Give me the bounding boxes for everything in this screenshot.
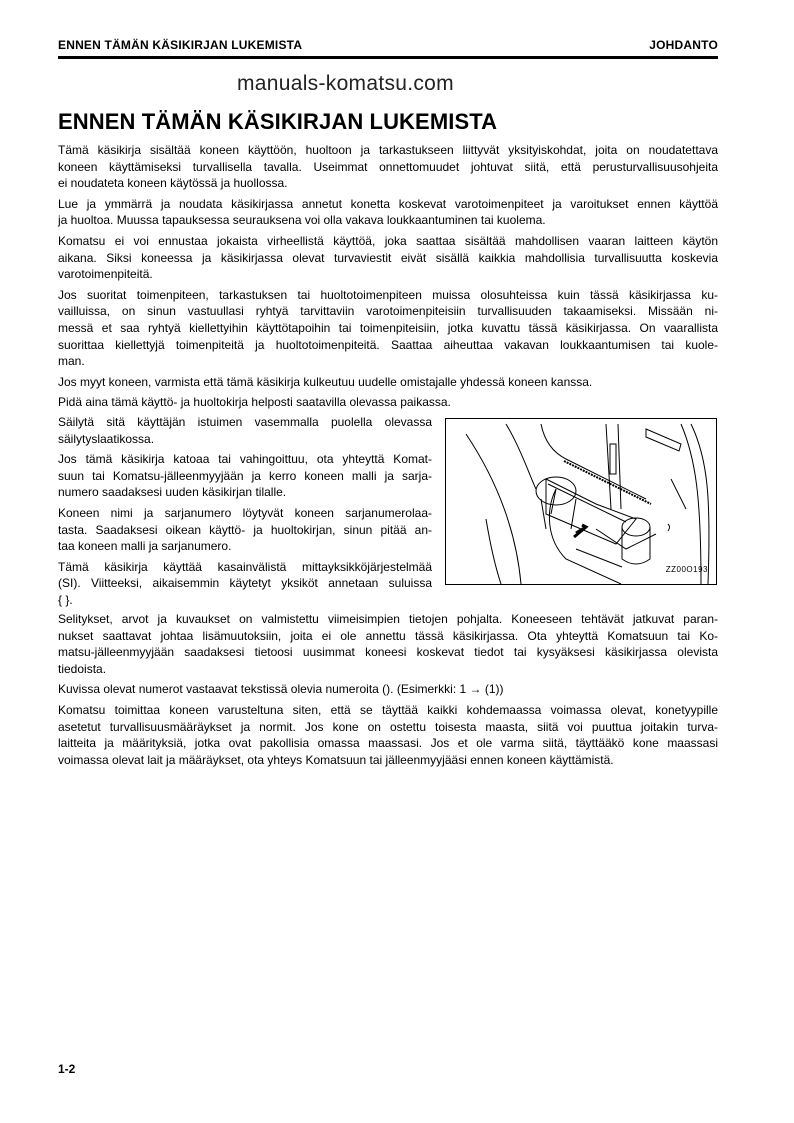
side-text <box>58 414 432 613</box>
text-line: ja huoltoa. Muussa tapauksessa seurauksena voi olla vakava loukkaantuminen tai kuolema. <box>58 213 546 228</box>
text-line: voimassa olevat lait ja määräykset, ota yhteys Komatsuun tai jälleenmyyjääsi ennen koneen käyttämistä. <box>58 752 614 767</box>
paragraph <box>58 681 718 698</box>
text-line: nukset saattavat johtaa lisämuutoksiin, joita ei ole annettu tässä käsikirjassa. Ota yhteyttä Komatsuun tai Ko- <box>58 628 718 643</box>
paragraph <box>58 611 718 677</box>
figure-code: ZZ00O193 <box>665 565 708 574</box>
text-line: suorittaa kiellettyjä toimenpiteitä ja huoltotoimenpiteitä. Saattaa aiheuttaa vakavan loukkaantumisen tai kuole- <box>58 337 718 352</box>
text-line: messä et saa ryhtyä kiellettyihin käyttötapoihin tai toimenpiteisiin, jotka kuvattu tässä käsikirjassa. On vaarallista <box>58 320 718 335</box>
header-rule <box>58 56 718 59</box>
page-number: 1-2 <box>58 1062 76 1076</box>
text-line: taa koneen malli ja sarjanumero. <box>58 539 232 554</box>
text-line: Tämä käsikirja käyttää kasainvälistä mittayksikköjärjestelmää <box>58 559 432 574</box>
text-line: { }. <box>58 592 73 607</box>
storage-box-illustration <box>445 418 717 585</box>
text-line: suun tai Komatsu-jälleenmyyjään ja kerro koneen malli ja sarja- <box>58 468 432 483</box>
text-line: aikana. Siksi koneessa ja käsikirjassa olevat turvaviestit eivät sisällä kaikkia mahdollisia turvallisuutta koskevia <box>58 250 718 265</box>
text-line: asetetut turvallisuusmääräykset ja normit. Jos kone on ostettu toisesta maasta, siitä voi puuttua joitakin turva- <box>58 719 718 734</box>
text-line: Jos suoritat toimenpiteen, tarkastuksen tai huoltotoimenpiteen muissa olosuhteissa kuin tässä käsikirjassa ku- <box>58 287 718 302</box>
closing-text <box>58 611 718 772</box>
text-line: matsu-jälleenmyyjään saadaksesi tietoosi uusimmat koneesi koskevat tiedot tai kysyäksesi käsikirjassa olevista <box>58 645 718 660</box>
paragraph <box>58 196 718 229</box>
text-line: Koneen nimi ja sarjanumero löytyvät koneen sarjanumerolaa- <box>58 505 432 520</box>
text-line: ei noudateta koneen käytössä ja huollossa. <box>58 176 288 191</box>
text-line: Jos myyt koneen, varmista että tämä käsikirja kulkeutuu uudelle omistajalle yhdessä koneen kanssa. <box>58 374 593 389</box>
text-line: Komatsu toimittaa koneen varusteltuna siten, että se täyttää kaikki kohdemaassa voimassa olevat, konetyypille <box>58 702 718 717</box>
text-line: Kuvissa olevat numerot vastaavat tekstissä olevia numeroita (). (Esimerkki: 1 → (1)) <box>58 682 504 697</box>
text-line: Tämä käsikirja sisältää koneen käyttöön, huoltoon ja tarkastukseen liittyvät yksityiskohdat, joita on noudatettava <box>58 143 718 157</box>
text-line: numero saadaksesi uuden käsikirjan tilalle. <box>58 485 287 500</box>
text-line: Selitykset, arvot ja kuvaukset on valmistettu viimeisimpien tietojen pohjalta. Koneeseen tehtävät jatkuvat paran- <box>58 612 718 626</box>
paragraph <box>58 394 718 411</box>
text-line: tasta. Saadaksesi oikean käyttö- ja huoltokirjan, sinun pitää an- <box>58 522 432 537</box>
paragraph <box>58 374 718 391</box>
text-line: Pidä aina tämä käyttö- ja huoltokirja helposti saatavilla olevassa paikassa. <box>58 395 451 410</box>
paragraph <box>58 559 432 609</box>
text-line: vailluissa, on sinun vastuullasi ryhtyä tarvittaviin varotoimenpiteisiin turvallisuuden takaamiseksi. Missään ni- <box>58 304 718 319</box>
text-line: Säilytä sitä käyttäjän istuimen vasemmalla puolella olevassa <box>58 415 432 429</box>
text-line: man. <box>58 354 85 369</box>
text-line: Jos tämä käsikirja katoaa tai vahingoittuu, ota yhteyttä Komat- <box>58 452 432 467</box>
paragraph <box>58 142 718 192</box>
running-header-title: ENNEN TÄMÄN KÄSIKIRJAN LUKEMISTA <box>58 38 303 52</box>
seat-storage-box-drawing <box>446 419 716 584</box>
text-line: Komatsu ei voi ennustaa jokaista virheellistä käyttöä, joka saattaa sisältää mahdollisen vaaran laitteen käytön <box>58 233 718 248</box>
text-line: varotoimenpiteitä. <box>58 267 153 282</box>
text-line: Lue ja ymmärrä ja noudata käsikirjassa annetut konetta koskevat varotoimenpiteet ja varoitukset ennen käyttöä <box>58 196 718 211</box>
text-line: (SI). Viitteeksi, aikaisemmin käytetyt yksiköt annetaan suluissa <box>58 576 432 591</box>
text-line: koneen käyttämiseksi turvallisella tavalla. Useimmat onnettomuudet johtuvat siitä, että perusturvallisuusohjeita <box>58 159 718 174</box>
text-line: tiedoista. <box>58 661 107 676</box>
paragraph <box>58 451 432 501</box>
paragraph <box>58 505 432 555</box>
paragraph <box>58 414 432 447</box>
running-header-section: JOHDANTO <box>649 38 718 52</box>
paragraph <box>58 287 718 370</box>
paragraph <box>58 702 718 768</box>
page-title: ENNEN TÄMÄN KÄSIKIRJAN LUKEMISTA <box>58 109 498 134</box>
paragraph <box>58 233 718 283</box>
text-line: laitteita ja määrityksiä, jotka ovat pakollisia omassa maassasi. Jos et ole varma siitä, täyttääkö kone maassasi <box>58 736 718 751</box>
text-line: säilytyslaatikossa. <box>58 431 155 446</box>
watermark: manuals-komatsu.com <box>237 72 454 95</box>
intro-text <box>58 142 718 415</box>
